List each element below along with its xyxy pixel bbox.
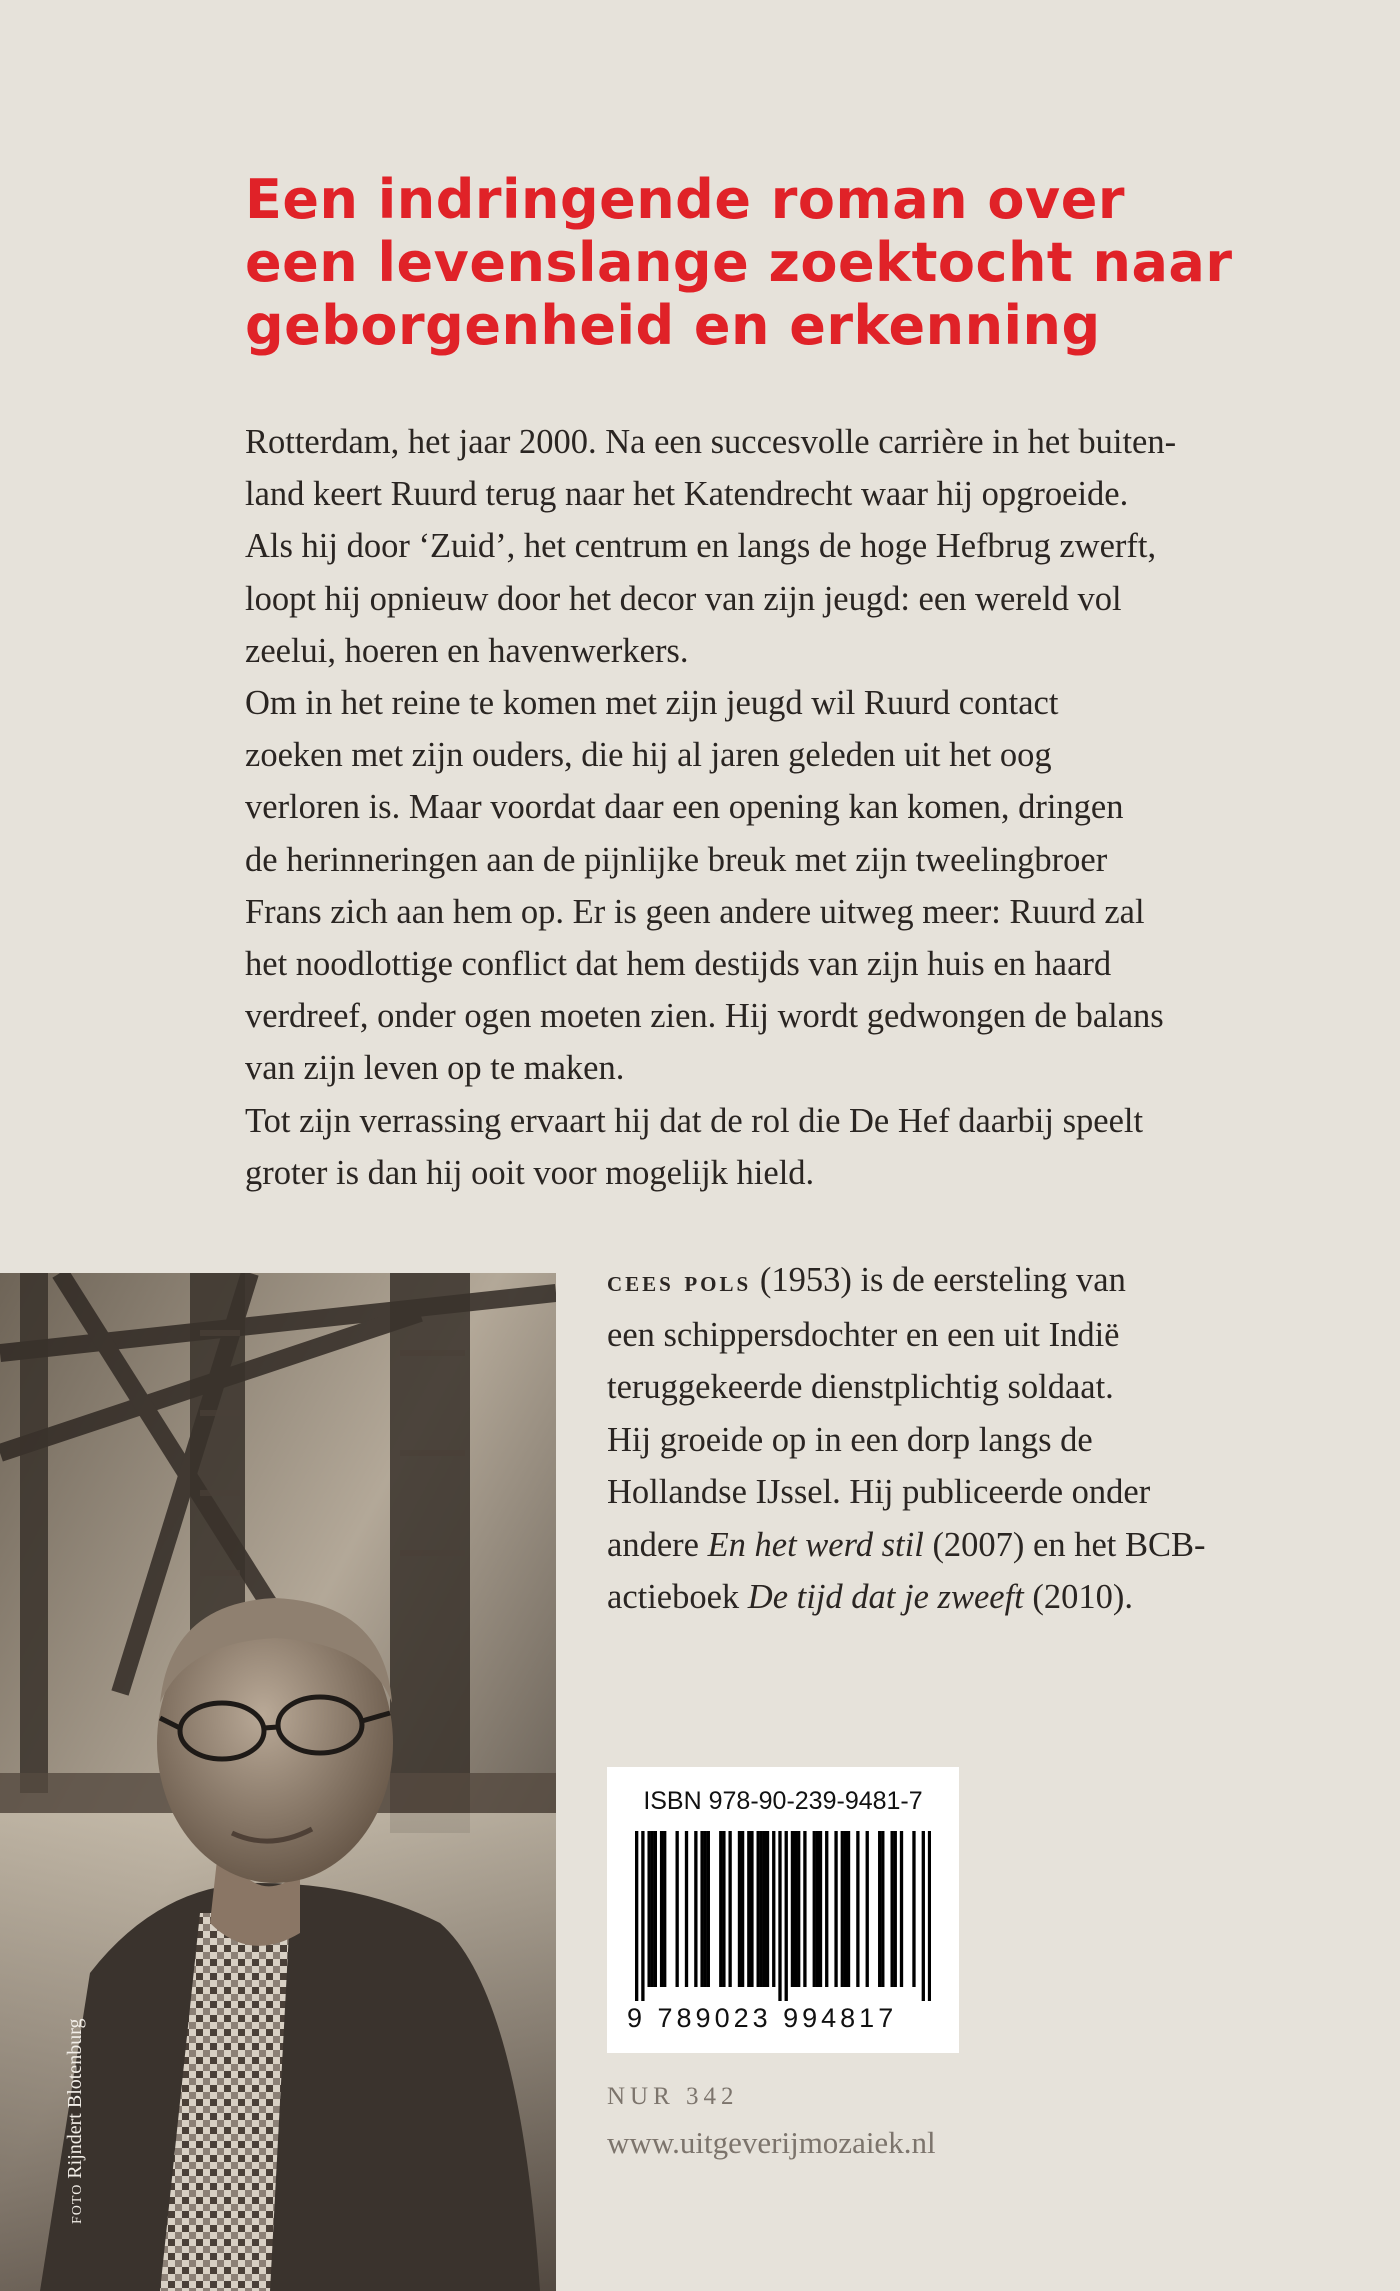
barcode-bar <box>635 1831 638 2001</box>
blurb-line: groter is dan hij ooit voor mogelijk hield. <box>245 1153 815 1192</box>
headline-line: geborgenheid en erkenning <box>245 294 1101 357</box>
barcode-bar <box>900 1831 903 1987</box>
barcode-bar <box>685 1831 688 1987</box>
author-bio <box>607 1254 1307 1624</box>
barcode-bar <box>763 1831 766 1987</box>
barcode-bar <box>819 1831 822 1987</box>
isbn-digits: 9 789023 994817 <box>627 2003 898 2033</box>
barcode-bar <box>728 1831 731 1987</box>
bio-text: (2010). <box>1023 1578 1133 1616</box>
barcode-bar <box>772 1831 775 1987</box>
barcode-bar <box>694 1831 697 1987</box>
barcode-bar <box>847 1831 850 1987</box>
barcode-bar <box>660 1831 663 1987</box>
barcode-bar <box>794 1831 797 1987</box>
barcode-bar <box>866 1831 869 1987</box>
barcode-bar <box>894 1831 897 1987</box>
blurb-line: verloren is. Maar voordat daar een opening kan komen, dringen <box>245 788 1124 827</box>
barcode-bar <box>663 1831 666 1987</box>
barcode-bar <box>700 1831 703 1987</box>
barcode-bar <box>912 1831 915 1987</box>
book-title: En het werd stil <box>707 1525 924 1564</box>
blurb-line: Rotterdam, het jaar 2000. Na een succesvolle carrière in het buiten- <box>245 423 1177 461</box>
barcode-bar <box>722 1831 725 1987</box>
barcode-bar <box>856 1831 859 1987</box>
author-name: cees pols <box>607 1265 752 1298</box>
barcode-bar <box>651 1831 654 1987</box>
blurb-line: loopt hij opnieuw door het decor van zijn jeugd: een wereld vol <box>245 579 1122 618</box>
bio-line: Hij groeide op in een dorp langs de <box>607 1420 1093 1459</box>
barcode-bar <box>878 1831 881 1987</box>
bio-text: (2007) en het BCB- <box>923 1525 1206 1564</box>
blurb-line: het noodlottige conflict dat hem destijds van zijn huis en haard <box>245 945 1112 984</box>
barcode-bars <box>635 1831 931 2001</box>
blurb-line: Als hij door ‘Zuid’, het centrum en langs de hoge Hefbrug zwerft, <box>245 527 1157 566</box>
book-blurb <box>245 416 1255 1199</box>
barcode-bar <box>797 1831 800 1987</box>
barcode-bar <box>704 1831 707 1987</box>
barcode-bar <box>760 1831 763 1987</box>
barcode-bar <box>922 1831 925 2001</box>
barcode-bar <box>757 1831 760 1987</box>
bio-line <box>607 1254 1307 1309</box>
barcode-bar <box>813 1831 816 1987</box>
barcode-bar <box>890 1831 893 1987</box>
bio-text: andere <box>607 1525 708 1564</box>
barcode-bar <box>741 1831 744 1987</box>
barcode-bar <box>816 1831 819 1987</box>
blurb-line: Frans zich aan hem op. Er is geen andere uitweg meer: Ruurd zal <box>245 892 1145 931</box>
bio-line: Hollandse IJssel. Hij publiceerde onder <box>607 1473 1151 1511</box>
barcode-bar <box>750 1831 753 1987</box>
barcode-bar <box>785 1831 788 2001</box>
photo-credit-name: Rijndert Blotenburg <box>64 2018 86 2184</box>
barcode-bar <box>825 1831 828 1987</box>
headline-line: Een indringende roman over <box>245 168 1125 231</box>
photo-credit-prefix: foto <box>64 2183 86 2224</box>
photo-credit <box>64 2019 87 2225</box>
isbn-barcode <box>607 1767 959 2053</box>
blurb-line: Tot zijn verrassing ervaart hij dat de rol die De Hef daarbij speelt <box>245 1101 1144 1140</box>
bio-text: (1953) is de eersteling van <box>751 1261 1126 1299</box>
barcode-bar <box>747 1831 750 1987</box>
blurb-line: land keert Ruurd terug naar het Katendrecht waar hij opgroeide. <box>245 475 1129 514</box>
barcode-bar <box>641 1831 644 2001</box>
bio-line: teruggekeerde dienstplichtig soldaat. <box>607 1368 1114 1406</box>
barcode-bar <box>719 1831 722 1987</box>
blurb-line: verdreef, onder ogen moeten zien. Hij wordt gedwongen de balans <box>245 997 1164 1036</box>
barcode-bar <box>844 1831 847 1987</box>
cover-headline <box>245 168 1325 357</box>
publisher-website: www.uitgeverijmozaiek.nl <box>607 2125 936 2160</box>
bio-text: actieboek <box>607 1578 748 1616</box>
isbn-label: ISBN 978-90-239-9481-7 <box>643 1787 923 1815</box>
book-title: De tijd dat je zweeft <box>747 1578 1024 1616</box>
barcode-bar <box>834 1831 837 1987</box>
barcode-bar <box>647 1831 650 1987</box>
barcode-bar <box>803 1831 806 1987</box>
barcode-bar <box>841 1831 844 1987</box>
barcode-bar <box>738 1831 741 1987</box>
barcode-bar <box>676 1831 679 1987</box>
blurb-line: zoeken met zijn ouders, die hij al jaren geleden uit het oog <box>245 736 1052 775</box>
blurb-line: de herinneringen aan de pijnlijke breuk met zijn tweelingbroer <box>245 840 1108 879</box>
nur-code: NUR 342 <box>607 2083 739 2110</box>
barcode-bar <box>766 1831 769 1987</box>
barcode-bar <box>928 1831 931 2001</box>
barcode-bar <box>881 1831 884 1987</box>
blurb-line: Om in het reine te komen met zijn jeugd wil Ruurd contact <box>245 684 1059 723</box>
blurb-line: van zijn leven op te maken. <box>245 1049 625 1088</box>
headline-line: een levenslange zoektocht naar <box>245 231 1233 294</box>
barcode-bar <box>654 1831 657 1987</box>
barcode-bar <box>707 1831 710 1987</box>
bio-line <box>607 1519 1307 1572</box>
barcode-bar <box>791 1831 794 1987</box>
barcode-bar <box>778 1831 781 2001</box>
blurb-line: zeelui, hoeren en havenwerkers. <box>245 631 689 670</box>
bio-line <box>607 1571 1307 1624</box>
bio-line: een schippersdochter en een uit Indië <box>607 1315 1120 1354</box>
